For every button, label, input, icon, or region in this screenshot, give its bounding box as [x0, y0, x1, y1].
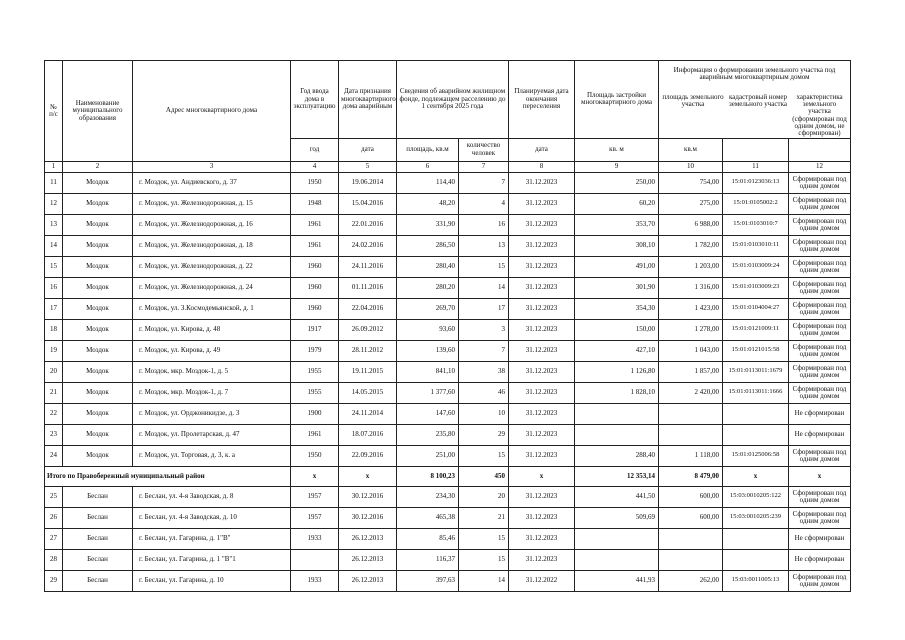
cell-built-area [575, 528, 659, 549]
total-label: Итого по Правобережный муниципальный район [45, 466, 291, 486]
cell-characteristic: Сформирован под одним домом [789, 235, 851, 256]
cell-address: г. Моздок, ул. Железнодорожная, д. 22 [133, 256, 291, 277]
cell-people: 3 [459, 319, 509, 340]
cell-characteristic: Сформирован под одним домом [789, 193, 851, 214]
cell-address: г. Моздок, ул. Железнодорожная, д. 15 [133, 193, 291, 214]
cell-date-emergency: 26.12.2013 [339, 528, 397, 549]
cell-row-number: 17 [45, 298, 63, 319]
table-row [45, 424, 851, 445]
cell-date-emergency: 22.09.2016 [339, 445, 397, 466]
cell-municipality: Моздок [63, 424, 133, 445]
cell-date-emergency: 19.06.2014 [339, 172, 397, 193]
cell-planned-date: 31.12.2023 [509, 172, 575, 193]
cell-planned-date: 31.12.2022 [509, 570, 575, 591]
cell-people: 7 [459, 172, 509, 193]
cell-address: г. Моздок, мкр. Моздок-1, д. 7 [133, 382, 291, 403]
cell-area: 397,63 [397, 570, 459, 591]
cell-year: 1957 [291, 507, 339, 528]
header-address: Адрес многоквартирного дома [133, 61, 291, 162]
cell-people: 15 [459, 528, 509, 549]
cell-area: 48,20 [397, 193, 459, 214]
cell-row-number: 15 [45, 256, 63, 277]
register-sheet [44, 60, 850, 592]
cell-year: 1960 [291, 298, 339, 319]
unit-area: площадь, кв.м [397, 138, 459, 161]
cell-row-number: 14 [45, 235, 63, 256]
cell-planned-date: 31.12.2023 [509, 298, 575, 319]
cell-year: 1960 [291, 277, 339, 298]
cell-municipality: Моздок [63, 382, 133, 403]
cell-characteristic: Не сформирован [789, 403, 851, 424]
column-number: 9 [575, 161, 659, 172]
cell-cadastral: 15:03:0010205:239 [723, 507, 789, 528]
cell-built-area: 288,40 [575, 445, 659, 466]
table-row [45, 277, 851, 298]
cell-cadastral: 15:01:0103009:24 [723, 256, 789, 277]
header-characteristic: характеристика земельного участка (сформирован под одним домом, не сформирован) [792, 92, 847, 138]
cell-municipality: Моздок [63, 445, 133, 466]
cell-planned-date: 31.12.2023 [509, 549, 575, 570]
cell-built-area: 1 828,10 [575, 382, 659, 403]
cell-land-area: 1 203,00 [659, 256, 723, 277]
cell-characteristic: Не сформирован [789, 424, 851, 445]
cell-year: 1960 [291, 256, 339, 277]
cell-address: г. Беслан, ул. Гагарина, д. 1"В" [133, 528, 291, 549]
cell-date-emergency: 30.12.2016 [339, 507, 397, 528]
cell-date-emergency: 26.12.2013 [339, 549, 397, 570]
cell-characteristic: Не сформирован [789, 549, 851, 570]
total-cad: x [723, 466, 789, 486]
cell-people: 15 [459, 256, 509, 277]
column-number: 1 [45, 161, 63, 172]
header-year-commission: Год ввода дома в эксплуатацию [291, 61, 339, 139]
cell-area: 841,10 [397, 361, 459, 382]
unit-sqm: кв. м [575, 138, 659, 161]
cell-characteristic: Сформирован под одним домом [789, 277, 851, 298]
cell-address: г. Моздок, ул. Торговая, д. 3, к. а [133, 445, 291, 466]
table-row [45, 172, 851, 193]
cell-row-number: 23 [45, 424, 63, 445]
cell-planned-date: 31.12.2023 [509, 486, 575, 507]
cell-row-number: 20 [45, 361, 63, 382]
cell-planned-date: 31.12.2023 [509, 319, 575, 340]
cell-built-area [575, 549, 659, 570]
cell-characteristic: Сформирован под одним домом [789, 340, 851, 361]
cell-area: 1 377,60 [397, 382, 459, 403]
cell-planned-date: 31.12.2023 [509, 424, 575, 445]
cell-people: 16 [459, 214, 509, 235]
cell-built-area: 427,10 [575, 340, 659, 361]
column-number: 5 [339, 161, 397, 172]
cell-cadastral: 15:01:0123036:13 [723, 172, 789, 193]
emergency-housing-table [44, 60, 851, 592]
cell-date-emergency: 24.02.2016 [339, 235, 397, 256]
cell-people: 7 [459, 340, 509, 361]
cell-year: 1933 [291, 528, 339, 549]
table-row [45, 507, 851, 528]
cell-people: 15 [459, 549, 509, 570]
cell-land-area [659, 424, 723, 445]
table-row [45, 486, 851, 507]
cell-area: 286,50 [397, 235, 459, 256]
cell-characteristic: Сформирован под одним домом [789, 486, 851, 507]
cell-cadastral: 15:01:0125006:58 [723, 445, 789, 466]
cell-municipality: Моздок [63, 319, 133, 340]
cell-planned-date: 31.12.2023 [509, 445, 575, 466]
table-row [45, 256, 851, 277]
cell-cadastral: 15:03:0011005:13 [723, 570, 789, 591]
cell-row-number: 26 [45, 507, 63, 528]
total-row [45, 466, 851, 486]
cell-characteristic: Сформирован под одним домом [789, 298, 851, 319]
cell-address: г. Моздок, ул. Кирова, д. 48 [133, 319, 291, 340]
cell-cadastral [723, 528, 789, 549]
table-row [45, 340, 851, 361]
cell-area: 93,60 [397, 319, 459, 340]
cell-land-area: 262,00 [659, 570, 723, 591]
header-cadastral: кадастровый номер земельного участка [729, 92, 787, 109]
cell-area: 280,20 [397, 277, 459, 298]
cell-date-emergency: 14.05.2015 [339, 382, 397, 403]
cell-planned-date: 31.12.2023 [509, 256, 575, 277]
unit-cadastral-blank [723, 138, 789, 161]
cell-planned-date: 31.12.2023 [509, 193, 575, 214]
table-row [45, 382, 851, 403]
cell-municipality: Моздок [63, 235, 133, 256]
cell-municipality: Моздок [63, 340, 133, 361]
cell-date-emergency: 24.11.2016 [339, 256, 397, 277]
header-built-area: Площадь застройки многоквартирного дома [575, 61, 659, 139]
cell-cadastral: 15:01:0113011:1666 [723, 382, 789, 403]
cell-land-area: 1 857,00 [659, 361, 723, 382]
cell-cadastral: 15:01:0121015:58 [723, 340, 789, 361]
cell-characteristic: Сформирован под одним домом [789, 256, 851, 277]
cell-land-area: 1 278,00 [659, 319, 723, 340]
column-number: 11 [723, 161, 789, 172]
cell-built-area [575, 424, 659, 445]
cell-year: 1955 [291, 361, 339, 382]
table-row [45, 549, 851, 570]
cell-address: г. Беслан, ул. Гагарина, д. 1 "В"1 [133, 549, 291, 570]
column-number: 3 [133, 161, 291, 172]
cell-land-area: 275,00 [659, 193, 723, 214]
cell-address: г. Моздок, ул. Железнодорожная, д. 18 [133, 235, 291, 256]
cell-date-emergency: 22.01.2016 [339, 214, 397, 235]
cell-land-area: 6 988,00 [659, 214, 723, 235]
cell-municipality: Беслан [63, 507, 133, 528]
cell-year: 1950 [291, 445, 339, 466]
cell-planned-date: 31.12.2023 [509, 528, 575, 549]
cell-date-emergency: 15.04.2016 [339, 193, 397, 214]
cell-planned-date: 31.12.2023 [509, 382, 575, 403]
total-people: 450 [459, 466, 509, 486]
table-row [45, 193, 851, 214]
cell-row-number: 27 [45, 528, 63, 549]
table-row [45, 298, 851, 319]
cell-municipality: Беслан [63, 570, 133, 591]
cell-row-number: 28 [45, 549, 63, 570]
header-land-area: площадь земельного участка [662, 92, 724, 109]
cell-row-number: 12 [45, 193, 63, 214]
cell-area: 114,40 [397, 172, 459, 193]
cell-built-area: 509,69 [575, 507, 659, 528]
total-area: 8 100,23 [397, 466, 459, 486]
column-number: 4 [291, 161, 339, 172]
cell-year: 1950 [291, 172, 339, 193]
cell-area: 139,60 [397, 340, 459, 361]
cell-area: 85,46 [397, 528, 459, 549]
cell-row-number: 18 [45, 319, 63, 340]
cell-date-emergency: 22.04.2016 [339, 298, 397, 319]
cell-cadastral: 15:01:0105002:2 [723, 193, 789, 214]
cell-area: 251,00 [397, 445, 459, 466]
cell-people: 10 [459, 403, 509, 424]
total-built: 12 353,14 [575, 466, 659, 486]
cell-people: 15 [459, 445, 509, 466]
unit-sqm-land: кв.м [659, 138, 723, 161]
total-land: 8 479,00 [659, 466, 723, 486]
cell-area: 147,60 [397, 403, 459, 424]
cell-people: 14 [459, 570, 509, 591]
cell-year [291, 549, 339, 570]
cell-built-area: 150,00 [575, 319, 659, 340]
cell-address: г. Моздок, ул. З.Космодемьянской, д. 1 [133, 298, 291, 319]
cell-cadastral [723, 549, 789, 570]
cell-people: 21 [459, 507, 509, 528]
table-body [45, 172, 851, 591]
table-header [45, 61, 851, 173]
cell-land-area: 754,00 [659, 172, 723, 193]
cell-date-emergency: 26.12.2013 [339, 570, 397, 591]
cell-planned-date: 31.12.2023 [509, 403, 575, 424]
column-number-row [45, 161, 851, 172]
cell-year: 1961 [291, 235, 339, 256]
cell-land-area: 1 043,00 [659, 340, 723, 361]
cell-planned-date: 31.12.2023 [509, 277, 575, 298]
cell-cadastral: 15:01:0103010:7 [723, 214, 789, 235]
cell-municipality: Беслан [63, 549, 133, 570]
cell-built-area: 301,90 [575, 277, 659, 298]
cell-address: г. Беслан, ул. Гагарина, д. 10 [133, 570, 291, 591]
cell-row-number: 21 [45, 382, 63, 403]
unit-characteristic-blank [789, 138, 851, 161]
cell-year: 1979 [291, 340, 339, 361]
cell-year: 1961 [291, 424, 339, 445]
header-land-group-title: Информация о формировании земельного участка под аварийным многоквартирным домом [673, 66, 836, 82]
cell-year: 1961 [291, 214, 339, 235]
cell-row-number: 25 [45, 486, 63, 507]
table-row [45, 403, 851, 424]
cell-land-area [659, 403, 723, 424]
cell-characteristic: Сформирован под одним домом [789, 507, 851, 528]
cell-area: 465,38 [397, 507, 459, 528]
cell-year: 1933 [291, 570, 339, 591]
cell-people: 20 [459, 486, 509, 507]
cell-planned-date: 31.12.2023 [509, 361, 575, 382]
cell-people: 46 [459, 382, 509, 403]
cell-cadastral: 15:01:0103009:23 [723, 277, 789, 298]
cell-planned-date: 31.12.2023 [509, 340, 575, 361]
cell-date-emergency: 26.09.2012 [339, 319, 397, 340]
cell-address: г. Моздок, ул. Андиевского, д. 37 [133, 172, 291, 193]
cell-cadastral: 15:03:0010205:122 [723, 486, 789, 507]
cell-characteristic: Сформирован под одним домом [789, 319, 851, 340]
cell-people: 38 [459, 361, 509, 382]
cell-year: 1955 [291, 382, 339, 403]
cell-people: 4 [459, 193, 509, 214]
column-number: 6 [397, 161, 459, 172]
header-n: № п/с [45, 61, 63, 162]
cell-built-area: 491,00 [575, 256, 659, 277]
cell-area: 234,30 [397, 486, 459, 507]
cell-area: 235,80 [397, 424, 459, 445]
cell-people: 14 [459, 277, 509, 298]
total-year: x [291, 466, 339, 486]
column-number: 12 [789, 161, 851, 172]
cell-built-area: 354,30 [575, 298, 659, 319]
cell-people: 17 [459, 298, 509, 319]
cell-address: г. Моздок, ул. Пролетарская, д. 47 [133, 424, 291, 445]
cell-cadastral: 15:01:0121009:11 [723, 319, 789, 340]
cell-row-number: 22 [45, 403, 63, 424]
cell-date-emergency: 18.07.2016 [339, 424, 397, 445]
cell-year: 1957 [291, 486, 339, 507]
header-land-group [659, 61, 851, 139]
cell-planned-date: 31.12.2023 [509, 235, 575, 256]
cell-built-area: 441,50 [575, 486, 659, 507]
cell-land-area: 600,00 [659, 486, 723, 507]
cell-row-number: 13 [45, 214, 63, 235]
table-row [45, 528, 851, 549]
table-row [45, 570, 851, 591]
table-row [45, 235, 851, 256]
total-date: x [339, 466, 397, 486]
cell-municipality: Моздок [63, 277, 133, 298]
cell-municipality: Моздок [63, 403, 133, 424]
cell-municipality: Моздок [63, 256, 133, 277]
table-row [45, 445, 851, 466]
cell-area: 331,90 [397, 214, 459, 235]
cell-built-area: 1 126,80 [575, 361, 659, 382]
cell-cadastral: 15:01:0113011:1679 [723, 361, 789, 382]
cell-date-emergency: 30.12.2016 [339, 486, 397, 507]
cell-address: г. Моздок, ул. Железнодорожная, д. 24 [133, 277, 291, 298]
cell-land-area: 2 420,00 [659, 382, 723, 403]
cell-year: 1900 [291, 403, 339, 424]
cell-built-area: 308,10 [575, 235, 659, 256]
cell-built-area: 441,93 [575, 570, 659, 591]
cell-date-emergency: 01.11.2016 [339, 277, 397, 298]
cell-address: г. Моздок, ул. Железнодорожная, д. 16 [133, 214, 291, 235]
unit-year: год [291, 138, 339, 161]
cell-municipality: Моздок [63, 298, 133, 319]
cell-municipality: Моздок [63, 361, 133, 382]
header-planned-date: Планируемая дата окончания переселения [509, 61, 575, 139]
cell-address: г. Моздок, ул. Кирова, д. 49 [133, 340, 291, 361]
cell-people: 13 [459, 235, 509, 256]
column-number: 10 [659, 161, 723, 172]
cell-row-number: 16 [45, 277, 63, 298]
cell-cadastral: 15:01:0103010:11 [723, 235, 789, 256]
cell-row-number: 24 [45, 445, 63, 466]
cell-area: 116,37 [397, 549, 459, 570]
cell-municipality: Беслан [63, 486, 133, 507]
cell-row-number: 11 [45, 172, 63, 193]
cell-area: 269,70 [397, 298, 459, 319]
cell-address: г. Беслан, ул. 4-я Заводская, д. 10 [133, 507, 291, 528]
column-number: 2 [63, 161, 133, 172]
cell-address: г. Моздок, мкр. Моздок-1, д. 5 [133, 361, 291, 382]
cell-year: 1917 [291, 319, 339, 340]
cell-characteristic: Сформирован под одним домом [789, 361, 851, 382]
table-row [45, 319, 851, 340]
cell-characteristic: Сформирован под одним домом [789, 172, 851, 193]
cell-address: г. Беслан, ул. 4-я Заводская, д. 8 [133, 486, 291, 507]
header-fund-group: Сведения об аварийном жилищном фонде, подлежащем расселению до 1 сентября 2025 года [397, 61, 509, 139]
cell-year: 1948 [291, 193, 339, 214]
cell-cadastral [723, 403, 789, 424]
header-municipality: Наименование муниципального образования [63, 61, 133, 162]
cell-municipality: Беслан [63, 528, 133, 549]
cell-date-emergency: 19.11.2015 [339, 361, 397, 382]
cell-characteristic: Сформирован под одним домом [789, 445, 851, 466]
header-date-emergency: Дата признания многоквартирного дома аварийным [339, 61, 397, 139]
cell-built-area: 353,70 [575, 214, 659, 235]
cell-cadastral [723, 424, 789, 445]
cell-row-number: 29 [45, 570, 63, 591]
cell-land-area: 1 423,00 [659, 298, 723, 319]
total-char: x [789, 466, 851, 486]
cell-cadastral: 15:01:0104004:27 [723, 298, 789, 319]
cell-area: 280,40 [397, 256, 459, 277]
cell-municipality: Моздок [63, 193, 133, 214]
cell-date-emergency: 28.11.2012 [339, 340, 397, 361]
table-row [45, 214, 851, 235]
cell-characteristic: Не сформирован [789, 528, 851, 549]
cell-municipality: Моздок [63, 214, 133, 235]
table-row [45, 361, 851, 382]
column-number: 7 [459, 161, 509, 172]
cell-land-area [659, 528, 723, 549]
unit-plan-date: дата [509, 138, 575, 161]
column-number: 8 [509, 161, 575, 172]
cell-land-area: 1 782,00 [659, 235, 723, 256]
cell-date-emergency: 24.11.2014 [339, 403, 397, 424]
cell-built-area: 250,00 [575, 172, 659, 193]
cell-characteristic: Сформирован под одним домом [789, 382, 851, 403]
cell-land-area: 1 316,00 [659, 277, 723, 298]
cell-row-number: 19 [45, 340, 63, 361]
cell-address: г. Моздок, ул. Орджоникидзе, д. 3 [133, 403, 291, 424]
unit-date: дата [339, 138, 397, 161]
cell-municipality: Моздок [63, 172, 133, 193]
cell-built-area [575, 403, 659, 424]
cell-land-area: 1 118,00 [659, 445, 723, 466]
cell-planned-date: 31.12.2023 [509, 214, 575, 235]
cell-planned-date: 31.12.2023 [509, 507, 575, 528]
cell-land-area [659, 549, 723, 570]
unit-people: количество человек [459, 138, 509, 161]
cell-people: 29 [459, 424, 509, 445]
cell-land-area: 600,00 [659, 507, 723, 528]
cell-built-area: 60,20 [575, 193, 659, 214]
cell-characteristic: Сформирован под одним домом [789, 570, 851, 591]
cell-characteristic: Сформирован под одним домом [789, 214, 851, 235]
total-plan: x [509, 466, 575, 486]
